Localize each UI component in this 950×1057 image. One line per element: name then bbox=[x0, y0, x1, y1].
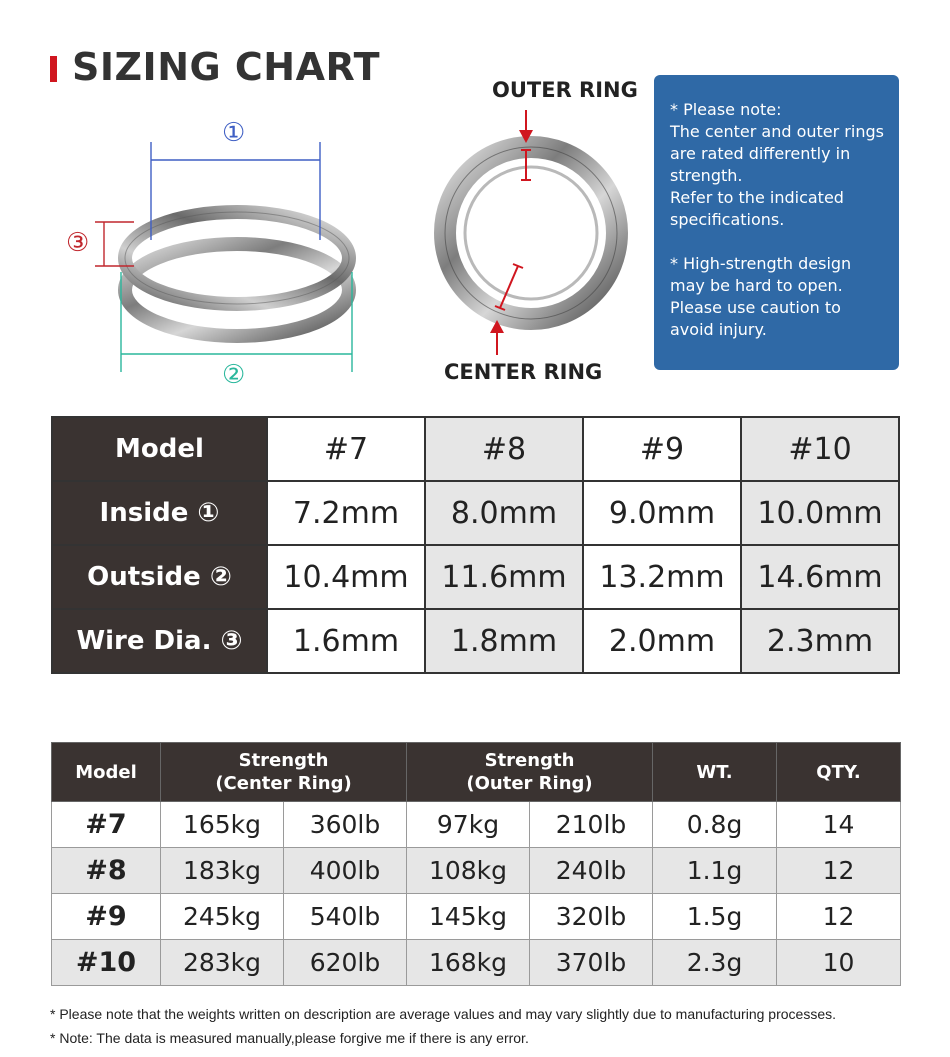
center-strength-header bbox=[161, 743, 407, 802]
page-title: SIZING CHART bbox=[72, 45, 380, 89]
table-cell: 245kg bbox=[161, 894, 284, 940]
outer-strength-header bbox=[407, 743, 653, 802]
table-cell: 10.4mm bbox=[267, 545, 425, 609]
note-line: Refer to the indicated bbox=[670, 188, 844, 207]
table-cell: 97kg bbox=[407, 802, 530, 848]
outside-marker: ② bbox=[222, 360, 246, 390]
strength-row bbox=[52, 940, 901, 986]
table-cell: 2.3mm bbox=[741, 609, 899, 673]
strength-table-header-row bbox=[52, 743, 901, 802]
outer-strength-subtitle: (Outer Ring) bbox=[466, 773, 593, 794]
table-cell: 0.8g bbox=[653, 802, 777, 848]
model-cell: #7 bbox=[52, 802, 161, 848]
wire-marker: ③ bbox=[66, 228, 90, 258]
table-cell: 1.6mm bbox=[267, 609, 425, 673]
note-line: * High-strength design bbox=[670, 254, 852, 273]
quantity-header: QTY. bbox=[777, 743, 901, 802]
table-cell: 400lb bbox=[284, 848, 407, 894]
table-cell: 283kg bbox=[161, 940, 284, 986]
ring-diagrams bbox=[0, 80, 650, 400]
model-cell: #7 bbox=[267, 417, 425, 481]
center-strength-title: Strength bbox=[238, 750, 329, 771]
strength-row bbox=[52, 848, 901, 894]
note-box bbox=[654, 75, 899, 370]
table-cell: 12 bbox=[777, 894, 901, 940]
table-cell: 240lb bbox=[530, 848, 653, 894]
row-label: Outside ② bbox=[52, 545, 267, 609]
model-cell: #9 bbox=[52, 894, 161, 940]
center-ring-label: CENTER RING bbox=[444, 360, 603, 384]
model-header: Model bbox=[52, 743, 161, 802]
weight-header: WT. bbox=[653, 743, 777, 802]
table-cell: 9.0mm bbox=[583, 481, 741, 545]
note-line: may be hard to open. bbox=[670, 276, 843, 295]
table-cell: 10.0mm bbox=[741, 481, 899, 545]
footnote-measurement: * Note: The data is measured manually,please forgive me if there is any error. bbox=[50, 1030, 529, 1046]
strength-row bbox=[52, 802, 901, 848]
table-cell: 12 bbox=[777, 848, 901, 894]
model-cell: #8 bbox=[52, 848, 161, 894]
size-table-row bbox=[52, 545, 899, 609]
table-cell: 13.2mm bbox=[583, 545, 741, 609]
table-cell: 183kg bbox=[161, 848, 284, 894]
strength-table bbox=[51, 742, 901, 986]
table-cell: 8.0mm bbox=[425, 481, 583, 545]
model-cell: #10 bbox=[741, 417, 899, 481]
note-line: The center and outer rings bbox=[670, 122, 884, 141]
table-cell: 2.0mm bbox=[583, 609, 741, 673]
model-cell: #9 bbox=[583, 417, 741, 481]
table-cell: 14 bbox=[777, 802, 901, 848]
table-cell: 1.8mm bbox=[425, 609, 583, 673]
table-cell: 210lb bbox=[530, 802, 653, 848]
table-cell: 320lb bbox=[530, 894, 653, 940]
model-cell: #8 bbox=[425, 417, 583, 481]
size-table bbox=[51, 416, 900, 674]
note-line: specifications. bbox=[670, 210, 785, 229]
note-line: avoid injury. bbox=[670, 320, 767, 339]
note-line: * Please note: bbox=[670, 100, 782, 119]
table-cell: 2.3g bbox=[653, 940, 777, 986]
row-label: Inside ① bbox=[52, 481, 267, 545]
table-cell: 145kg bbox=[407, 894, 530, 940]
table-cell: 620lb bbox=[284, 940, 407, 986]
split-ring-front bbox=[445, 147, 617, 319]
note-line: strength. bbox=[670, 166, 743, 185]
size-table-row bbox=[52, 481, 899, 545]
size-table-row bbox=[52, 609, 899, 673]
split-ring-perspective bbox=[125, 212, 349, 336]
table-cell: 168kg bbox=[407, 940, 530, 986]
table-cell: 540lb bbox=[284, 894, 407, 940]
model-cell: #10 bbox=[52, 940, 161, 986]
strength-row bbox=[52, 894, 901, 940]
table-cell: 360lb bbox=[284, 802, 407, 848]
inside-marker: ① bbox=[222, 118, 246, 148]
title-accent-bar bbox=[50, 56, 57, 82]
table-cell: 1.1g bbox=[653, 848, 777, 894]
size-table-header-row bbox=[52, 417, 899, 481]
table-cell: 11.6mm bbox=[425, 545, 583, 609]
note-line: are rated differently in bbox=[670, 144, 851, 163]
table-cell: 14.6mm bbox=[741, 545, 899, 609]
outer-strength-title: Strength bbox=[484, 750, 575, 771]
table-cell: 165kg bbox=[161, 802, 284, 848]
table-cell: 108kg bbox=[407, 848, 530, 894]
table-cell: 10 bbox=[777, 940, 901, 986]
footnote-weights: * Please note that the weights written on description are average values and may vary slightly due to manufacturing processes. bbox=[50, 1006, 836, 1022]
center-strength-subtitle: (Center Ring) bbox=[215, 773, 352, 794]
size-table-header: Model bbox=[52, 417, 267, 481]
table-cell: 1.5g bbox=[653, 894, 777, 940]
note-line: Please use caution to bbox=[670, 298, 841, 317]
outer-ring-label: OUTER RING bbox=[492, 78, 638, 102]
table-cell: 7.2mm bbox=[267, 481, 425, 545]
row-label: Wire Dia. ③ bbox=[52, 609, 267, 673]
table-cell: 370lb bbox=[530, 940, 653, 986]
